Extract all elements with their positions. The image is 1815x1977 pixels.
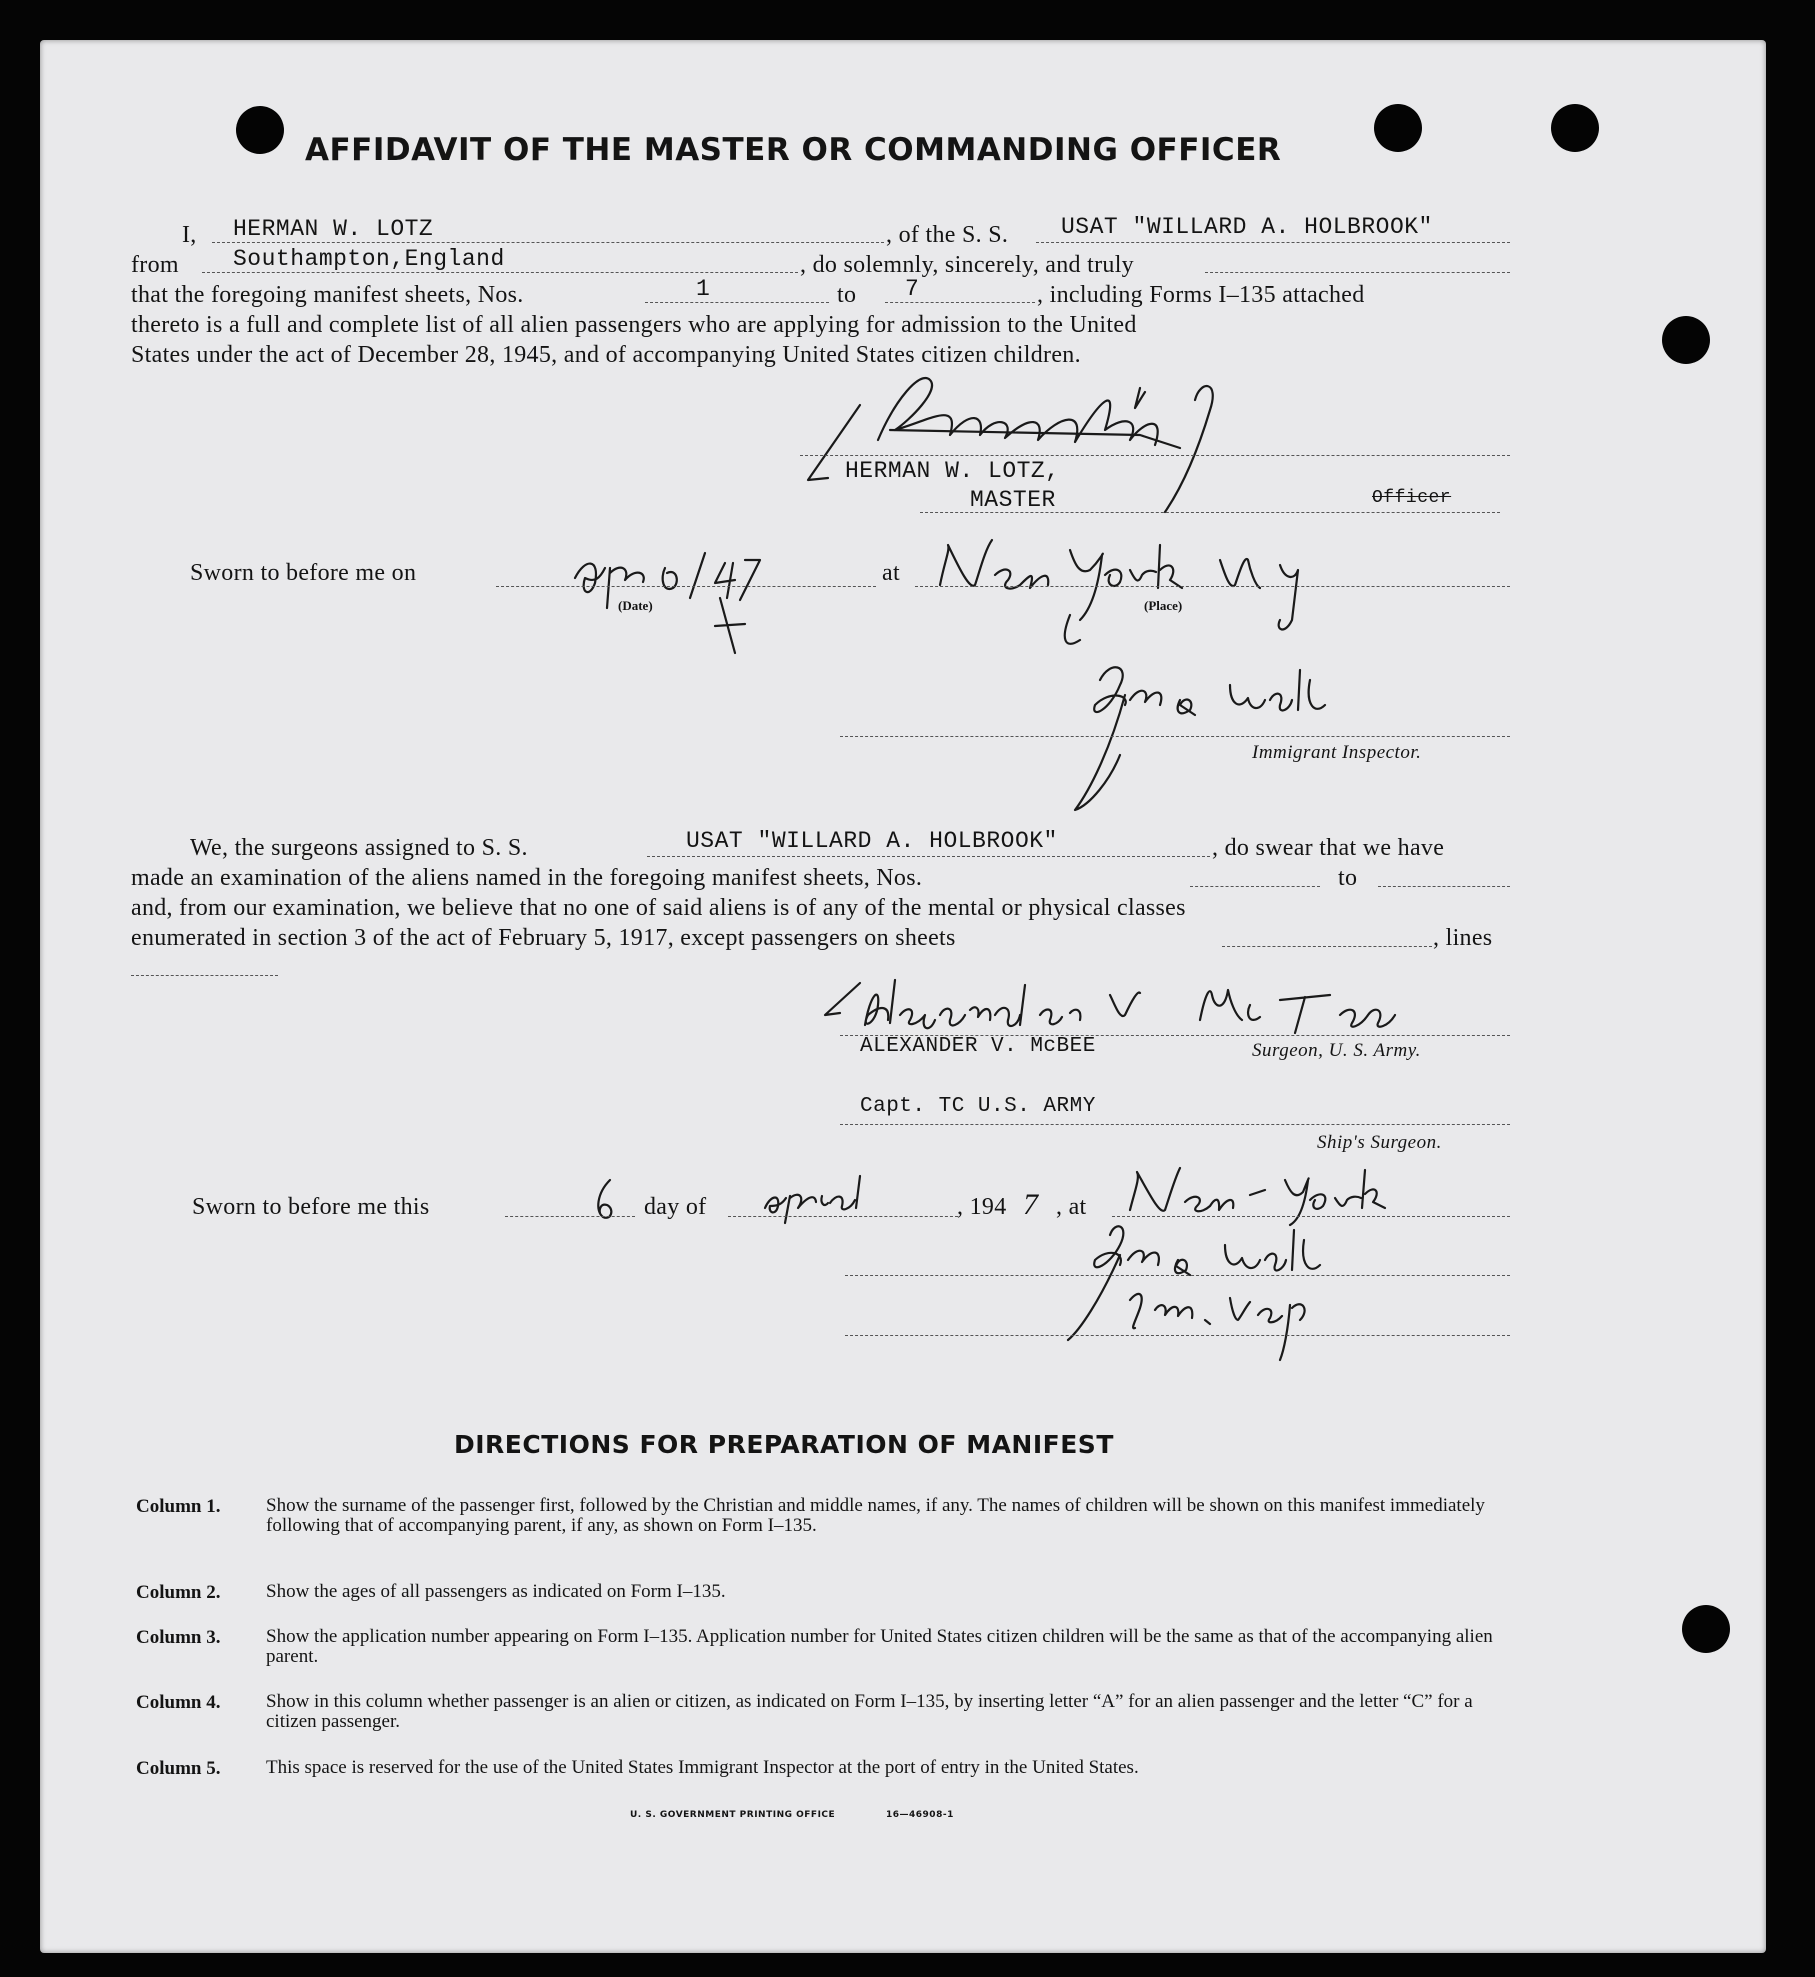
surgeons-nos-from-line <box>1190 886 1320 887</box>
sworn-surgeon-place-line <box>1112 1216 1510 1217</box>
including-text: , including Forms I–135 attached <box>1037 282 1365 308</box>
surgeon-rank: Capt. TC U.S. ARMY <box>860 1095 1096 1118</box>
directions-title: DIRECTIONS FOR PREPARATION OF MANIFEST <box>454 1430 1114 1459</box>
inspector-signature-line <box>840 736 1510 737</box>
ship-name-value: USAT "WILLARD A. HOLBROOK" <box>1061 214 1433 240</box>
master-name-line <box>212 242 884 243</box>
surgeon-rank-line <box>840 1124 1510 1125</box>
punch-hole <box>1551 104 1599 152</box>
ships-surgeon-caption: Ship's Surgeon. <box>1317 1132 1442 1153</box>
surgeons-sheets-line <box>1222 946 1432 947</box>
footer-code: 16—46908-1 <box>886 1810 954 1820</box>
footer-office: U. S. GOVERNMENT PRINTING OFFICE <box>630 1810 836 1820</box>
sworn-date-handwriting <box>555 538 835 638</box>
affidavit-line-5: States under the act of December 28, 1945, and of accompanying United States citizen children. <box>131 342 1081 368</box>
sworn-place-handwriting <box>920 530 1380 650</box>
ship-name-line <box>1036 242 1510 243</box>
surgeons-nos-to-line <box>1378 886 1510 887</box>
sworn-surgeon-at: , at <box>1056 1194 1087 1220</box>
signer-name: HERMAN W. LOTZ, <box>845 458 1060 484</box>
surgeons-line2-to: to <box>1338 865 1358 891</box>
to-label: to <box>837 282 857 308</box>
solemnly-text: , do solemnly, sincerely, and truly <box>800 252 1134 278</box>
master-signature-line <box>800 455 1510 456</box>
signer-title-line <box>920 512 1500 513</box>
sworn-month-line <box>728 1216 958 1217</box>
surgeons-lines-line <box>131 975 278 976</box>
surgeons-ship-line <box>647 856 1210 857</box>
inspector-caption: Immigrant Inspector. <box>1252 742 1422 763</box>
sworn-month-handwriting <box>750 1168 910 1228</box>
sheet-from-line <box>645 302 829 303</box>
direction-label-5: Column 5. <box>136 1758 221 1779</box>
master-signature <box>800 360 1320 520</box>
punch-hole <box>1682 1605 1730 1653</box>
sworn-surgeon-prefix: Sworn to before me this <box>192 1194 430 1220</box>
sworn-place-line <box>915 586 1510 587</box>
sworn-year-prefix: , 194 <box>957 1194 1007 1220</box>
place-caption: (Place) <box>1144 598 1183 613</box>
inspector-second-line-1 <box>845 1275 1510 1276</box>
surgeons-line1-suffix: , do swear that we have <box>1212 835 1445 861</box>
punch-hole <box>1374 104 1422 152</box>
manifest-prefix: that the foregoing manifest sheets, Nos. <box>131 282 524 308</box>
affidavit-title: AFFIDAVIT OF THE MASTER OR COMMANDING OFFICER <box>305 132 1282 168</box>
signer-title: MASTER <box>970 487 1056 513</box>
direction-text-1: Show the surname of the passenger first, followed by the Christian and middle names, if any. The names of children will be shown on this manifest immediately following that of accompanying parent, if any, as shown on Form I–135. <box>266 1495 1485 1536</box>
document-page <box>40 40 1766 1953</box>
surgeon-name: ALEXANDER V. McBEE <box>860 1035 1096 1058</box>
of-ss-label: , of the S. S. <box>886 222 1009 248</box>
direction-label-2: Column 2. <box>136 1582 221 1603</box>
surgeons-line3: and, from our examination, we believe that no one of said aliens is of any of the mental or physical classes <box>131 895 1186 921</box>
direction-text-3: Show the application number appearing on Form I–135. Application number for United States citizen children will be the same as that of the accompanying alien parent. <box>266 1626 1493 1667</box>
sworn-day-handwriting <box>585 1175 625 1225</box>
direction-label-4: Column 4. <box>136 1692 221 1713</box>
sworn-day-of: day of <box>644 1194 707 1220</box>
punch-hole <box>1662 316 1710 364</box>
sworn-master-at: at <box>882 560 900 586</box>
sheet-to-value: 7 <box>905 276 920 302</box>
inspector-signature <box>1070 660 1430 810</box>
sworn-master-prefix: Sworn to before me on <box>190 560 417 586</box>
date-caption: (Date) <box>618 598 653 613</box>
direction-text-4: Show in this column whether passenger is an alien or citizen, as indicated on Form I–135, by inserting letter “A” for an alien passenger and the letter “C” for a citizen passenger. <box>266 1691 1473 1732</box>
direction-text-2: Show the ages of all passengers as indicated on Form I–135. <box>266 1581 726 1602</box>
inspector-second-line-2 <box>845 1335 1510 1336</box>
struck-officer-word: Officer <box>1372 488 1452 508</box>
sheet-to-line <box>885 302 1035 303</box>
surgeon-caption: Surgeon, U. S. Army. <box>1252 1040 1421 1061</box>
master-name-value: HERMAN W. LOTZ <box>233 216 434 242</box>
direction-label-1: Column 1. <box>136 1496 221 1517</box>
sheet-from-value: 1 <box>696 276 711 302</box>
sworn-year-digit: 7 <box>1023 1188 1039 1221</box>
sworn-date-line <box>496 586 876 587</box>
inspector-signature-second <box>1060 1220 1380 1370</box>
direction-label-3: Column 3. <box>136 1627 221 1648</box>
surgeons-ship-name: USAT "WILLARD A. HOLBROOK" <box>686 828 1058 854</box>
from-label: from <box>131 252 179 278</box>
sworn-day-line <box>505 1216 635 1217</box>
surgeons-line1-prefix: We, the surgeons assigned to S. S. <box>190 835 528 861</box>
direction-text-5: This space is reserved for the use of the United States Immigrant Inspector at the port of entry in the United States. <box>266 1757 1139 1778</box>
port-value: Southampton,England <box>233 246 505 272</box>
surgeons-line4-suffix: , lines <box>1433 925 1493 951</box>
punch-hole <box>236 106 284 154</box>
i-prefix: I, <box>182 222 197 248</box>
solemnly-line <box>1205 272 1510 273</box>
surgeons-line4-prefix: enumerated in section 3 of the act of February 5, 1917, except passengers on sheets <box>131 925 956 951</box>
surgeons-line2-prefix: made an examination of the aliens named in the foregoing manifest sheets, Nos. <box>131 865 923 891</box>
port-line <box>202 272 798 273</box>
affidavit-line-4: thereto is a full and complete list of all alien passengers who are applying for admission to the United <box>131 312 1137 338</box>
